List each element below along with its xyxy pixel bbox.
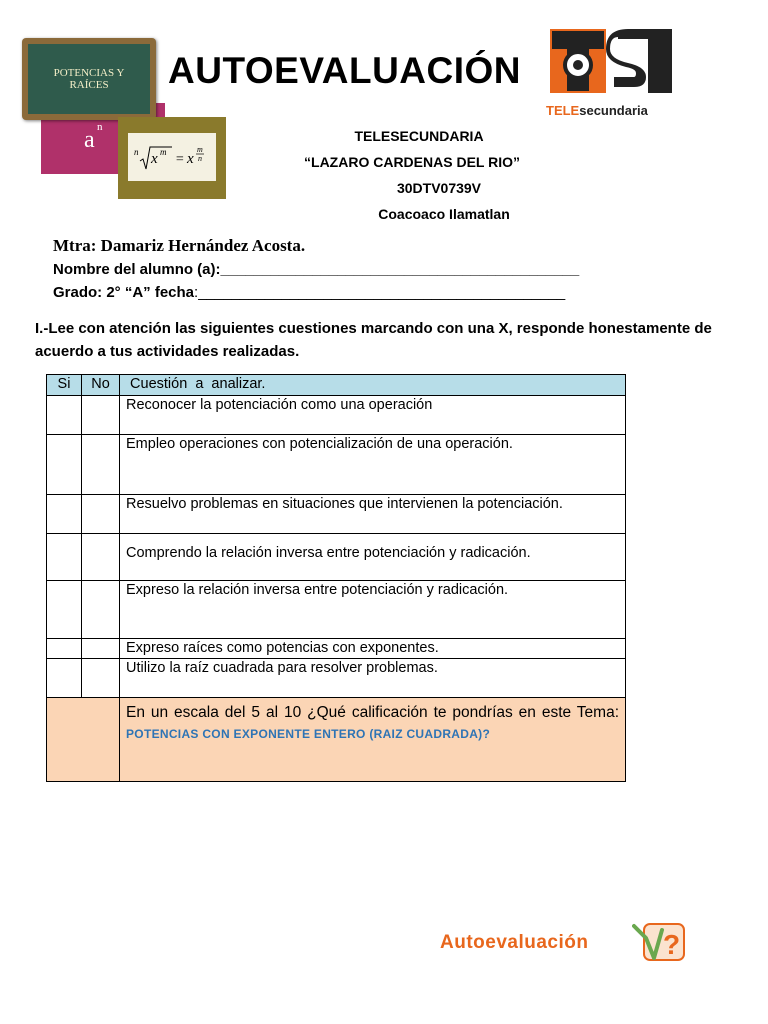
svg-text:x: x — [187, 151, 194, 167]
grade-label: Grado: 2° “A” fecha — [53, 284, 195, 301]
self-grade-question — [120, 698, 626, 782]
school-name: “LAZARO CARDENAS DEL RIO” — [304, 154, 520, 170]
logo-tele-text: TELE — [546, 103, 580, 118]
teacher-name: Mtra: Damariz Hernández Acosta. — [53, 236, 306, 255]
chalkboard-surface — [28, 44, 150, 114]
no-checkbox-cell[interactable] — [82, 659, 120, 698]
header-question: Cuestión a analizar. — [120, 375, 626, 396]
self-grade-text: En un escala del 5 al 10 ¿Qué calificación te pondrías en este Tema: — [126, 704, 619, 721]
school-location: Coacoaco Ilamatlan — [378, 206, 510, 222]
svg-text:=: = — [175, 152, 185, 167]
svg-text:?: ? — [663, 929, 681, 960]
header-si: Si — [47, 375, 82, 396]
si-checkbox-cell[interactable] — [47, 659, 82, 698]
table-row — [47, 659, 626, 698]
evaluation-table — [46, 374, 626, 782]
exponent-symbol: n — [97, 121, 103, 133]
student-name-field[interactable] — [53, 261, 579, 278]
school-code: 30DTV0739V — [396, 180, 482, 196]
no-checkbox-cell[interactable] — [82, 581, 120, 639]
footer-label: Autoevaluación — [440, 932, 589, 953]
checkmark-question-icon — [632, 918, 690, 964]
question-cell: Expreso raíces como potencias con exponentes. — [120, 639, 626, 659]
logo-secundaria-text: secundaria — [579, 103, 648, 118]
student-label: Nombre del alumno (a): — [53, 261, 221, 278]
question-cell: Expreso la relación inversa entre potenciación y radicación. — [120, 581, 626, 639]
table-row — [47, 534, 626, 581]
no-checkbox-cell[interactable] — [82, 639, 120, 659]
question-cell: Reconocer la potenciación como una operación — [120, 396, 626, 435]
si-checkbox-cell[interactable] — [47, 435, 82, 495]
svg-text:n: n — [198, 154, 202, 163]
si-checkbox-cell[interactable] — [47, 396, 82, 435]
table-header-row — [47, 375, 626, 396]
svg-text:x: x — [151, 151, 158, 167]
question-check-icon — [632, 918, 690, 964]
svg-text:n: n — [134, 147, 139, 157]
ts-logo-icon — [548, 27, 675, 95]
no-checkbox-cell[interactable] — [82, 435, 120, 495]
si-checkbox-cell[interactable] — [47, 581, 82, 639]
topic-text: POTENCIAS CON EXPONENTE ENTERO (RAIZ CUADRADA)? — [126, 727, 491, 741]
self-grade-answer-cell[interactable] — [47, 698, 120, 782]
table-row — [47, 639, 626, 659]
telesecundaria-logo — [548, 27, 675, 95]
logo-caption — [546, 103, 648, 118]
table-row — [47, 581, 626, 639]
table-row — [47, 495, 626, 534]
base-symbol: a — [84, 127, 95, 153]
page-title: AUTOEVALUACIÓN — [168, 50, 522, 91]
si-checkbox-cell[interactable] — [47, 534, 82, 581]
question-cell: Empleo operaciones con potencialización de una operación. — [120, 435, 626, 495]
student-blank: ___________________________________________ — [220, 261, 580, 278]
question-cell: Comprendo la relación inversa entre potenciación y radicación. — [120, 534, 626, 581]
svg-text:m: m — [197, 145, 203, 154]
table-row — [47, 435, 626, 495]
no-checkbox-cell[interactable] — [82, 396, 120, 435]
school-type: TELESECUNDARIA — [354, 128, 484, 144]
question-cell: Resuelvo problemas en situaciones que intervienen la potenciación. — [120, 495, 626, 534]
board-line-2: RAÍCES — [69, 79, 109, 91]
header-no: No — [82, 375, 120, 396]
board-line-1: POTENCIAS Y — [53, 67, 125, 79]
svg-text:m: m — [160, 147, 167, 157]
no-checkbox-cell[interactable] — [82, 495, 120, 534]
self-grade-row — [47, 698, 626, 782]
no-checkbox-cell[interactable] — [82, 534, 120, 581]
question-cell: Utilizo la raíz cuadrada para resolver problemas. — [120, 659, 626, 698]
chalkboard-image — [22, 38, 156, 120]
si-checkbox-cell[interactable] — [47, 639, 82, 659]
date-blank: :____________________________________________ — [194, 284, 566, 301]
grade-date-field[interactable] — [53, 284, 565, 301]
si-checkbox-cell[interactable] — [47, 495, 82, 534]
table-row — [47, 396, 626, 435]
instructions-text: I.-Lee con atención las siguientes cuestiones marcando con una X, responde honestamente de acuerdo a tus actividades realizadas. — [35, 320, 712, 360]
